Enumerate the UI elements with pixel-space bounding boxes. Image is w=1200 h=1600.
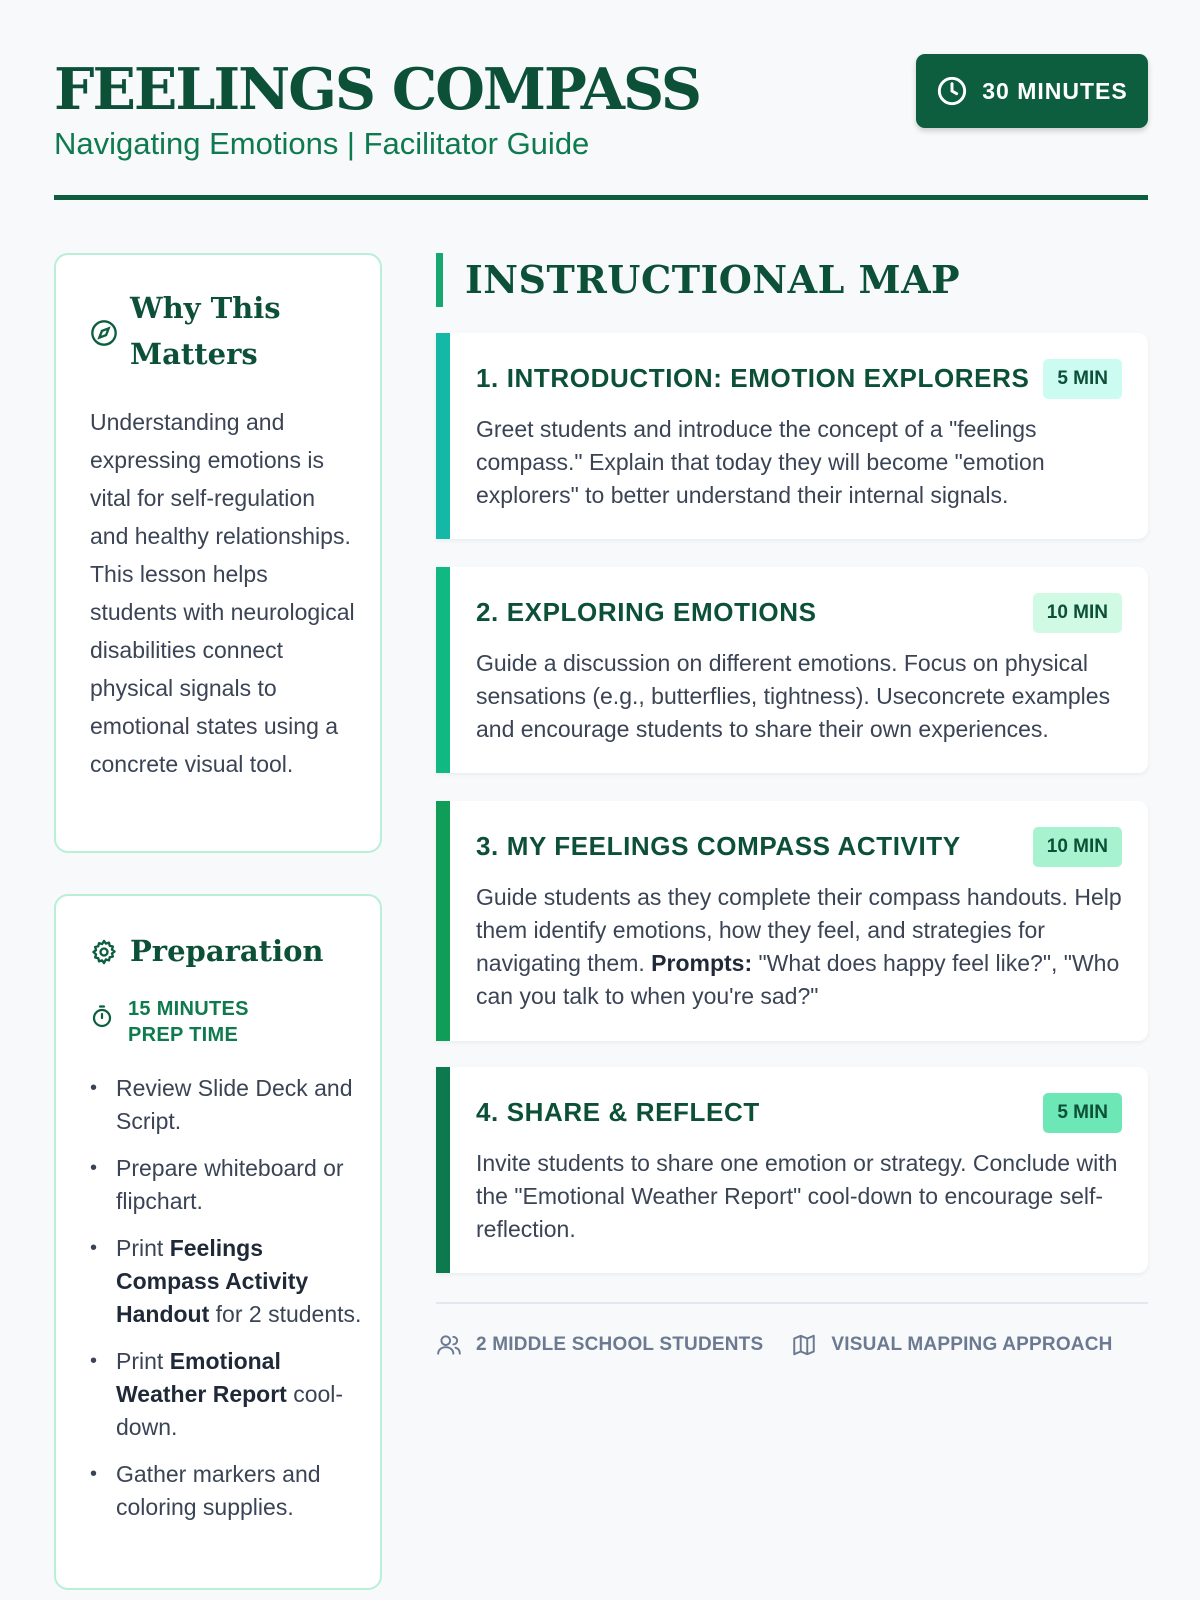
step-description: Invite students to share one emotion or strategy. Conclude with the "Emotional Weather Report" cool-down to encourage self-reflection. [476,1150,1118,1242]
users-icon [436,1332,462,1358]
instructional-map [436,253,1148,1355]
duration-badge [916,54,1148,128]
step-duration-badge: 10 MIN [1033,827,1122,867]
list-item: • Print Feelings Compass Activity Handout for 2 students. [90,1232,362,1331]
section-header [436,253,1148,307]
step-duration-badge: 10 MIN [1033,593,1122,633]
step-description: Greet students and introduce the concept of a "feelings compass." Explain that today they will become "emotion explorers" to better understand their internal signals. [476,416,1045,508]
step-card-1 [436,333,1148,539]
step-accent-bar [436,1067,450,1273]
why-card-header [90,285,330,377]
approach-label: VISUAL MAPPING APPROACH [831,1334,1113,1355]
step-title: 1. INTRODUCTION: EMOTION EXPLORERS [476,363,1030,393]
step-card-2 [436,567,1148,773]
prep-card-header [90,928,324,974]
why-card-title: Why This Matters [130,291,281,371]
stopwatch-icon [90,1004,114,1028]
gear-icon [90,938,118,966]
step-duration-badge: 5 MIN [1043,1093,1122,1133]
section-title: INSTRUCTIONAL MAP [465,257,961,302]
prep-time-label: 15 MINUTES PREP TIME [128,998,249,1046]
why-card-body: Understanding and expressing emotions is vital for self-regulation and healthy relationships. This lesson helps students with neurological disabilities connect physical signals to emotional states using a concrete visual tool. [90,409,355,777]
step-description: Guide students as they complete their compass handouts. Help them identify emotions, how they feel, and strategies for navigating them. Prompts: "What does happy feel like?", "Who can you talk to when you're sad?" [476,884,1122,1009]
step-title: 2. EXPLORING EMOTIONS [476,597,817,627]
step-duration-badge: 5 MIN [1043,359,1122,399]
step-card-3 [436,801,1148,1041]
step-accent-bar [436,801,450,1041]
compass-icon [90,319,118,347]
step-accent-bar [436,567,450,773]
step-title: 4. SHARE & REFLECT [476,1097,760,1127]
prep-card-title: Preparation [130,934,324,968]
list-item: • Prepare whiteboard or flipchart. [90,1152,362,1218]
step-description: Guide a discussion on different emotions. Focus on physical sensations (e.g., butterflies, tightness). Useconcrete examples and encourage students to share their own experiences. [476,650,1111,742]
list-item: • Print Emotional Weather Report cool-down. [90,1345,362,1444]
prep-time [90,996,308,1048]
map-icon [791,1332,817,1358]
audience-label: 2 MIDDLE SCHOOL STUDENTS [476,1334,764,1355]
page-subtitle: Navigating Emotions | Facilitator Guide [54,126,590,161]
duration-label: 30 MINUTES [982,77,1128,104]
audience-meta [436,1332,763,1358]
page-title: FEELINGS COMPASS [54,56,701,123]
approach-meta [791,1332,1112,1358]
list-item: • Review Slide Deck and Script. [90,1072,362,1138]
preparation-card [54,894,382,1590]
step-title: 3. MY FEELINGS COMPASS ACTIVITY [476,831,961,861]
step-card-4 [436,1067,1148,1273]
step-accent-bar [436,333,450,539]
clock-icon [936,75,968,107]
why-this-matters-card [54,253,382,853]
header [54,58,1148,200]
list-item: • Gather markers and coloring supplies. [90,1458,362,1524]
prep-list [90,1072,362,1538]
footer-meta [436,1302,1148,1358]
